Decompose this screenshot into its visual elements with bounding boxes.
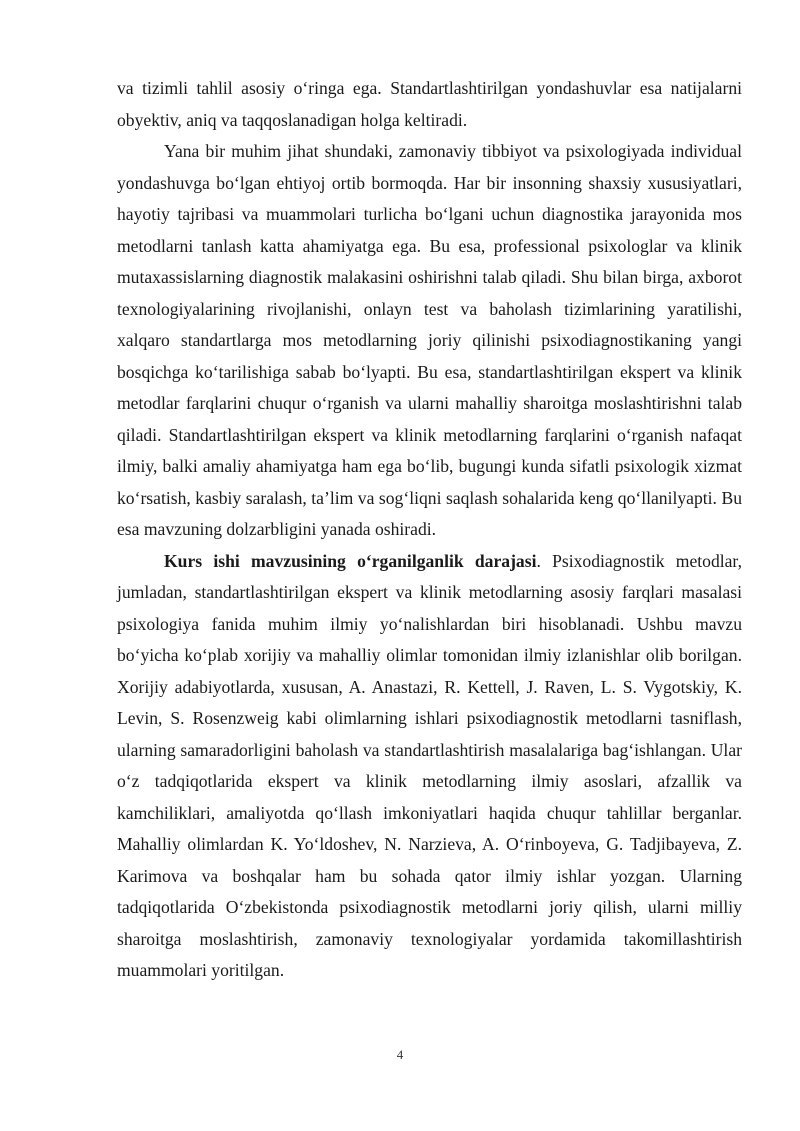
page-body	[117, 73, 742, 987]
page-number: 4	[396, 1047, 404, 1062]
paragraph-study-level	[117, 546, 742, 987]
paragraph-relevance: Yana bir muhim jihat shundaki, zamonaviy tibbiyot va psixologiyada individual yondashuvga bo‘lgan ehtiyoj ortib bormoqda. Har bir insonning shaxsiy xususiyatlari, hayotiy tajribasi va muammolari turlicha bo‘lgani uchun diagnostika jarayonida mos metodlarni tanlash katta ahamiyatga ega. Bu esa, professional psixologlar va klinik mutaxassislarning diagnostik malakasini oshirishni talab qiladi. Shu bilan birga, axborot texnologiyalarining rivojlanishi, onlayn test va baholash tizimlarining yaratilishi, xalqaro standartlarga mos metodlarning joriy qilinishi psixodiagnostikaning yangi bosqichga ko‘tarilishiga sabab bo‘lyapti. Bu esa, standartlashtirilgan ekspert va klinik metodlar farqlarini chuqur o‘rganish va ularni mahalliy sharoitga moslashtirishni talab qiladi. Standartlashtirilgan ekspert va klinik metodlarning farqlarini o‘rganish nafaqat ilmiy, balki amaliy ahamiyatga ham ega bo‘lib, bugungi kunda sifatli psixologik xizmat ko‘rsatish, kasbiy saralash, ta’lim va sog‘liqni saqlash sohalarida keng qo‘llanilyapti. Bu esa mavzuning dolzarbligini yanada oshiradi.	[117, 141, 742, 539]
section-heading-inline: Kurs ishi mavzusining o‘rganilganlik darajasi	[164, 550, 537, 571]
paragraph-study-level-body: . Psixodiagnostik metodlar, jumladan, standartlashtirilgan ekspert va klinik metodlarning asosiy farqlari masalasi psixologiya fanida muhim ilmiy yo‘nalishlardan biri hisoblanadi. Ushbu mavzu bo‘yicha ko‘plab xorijiy va mahalliy olimlar tomonidan ilmiy izlanishlar olib borilgan. Xorijiy adabiyotlarda, xususan, A. Anastazi, R. Kettell, J. Raven, L. S. Vygotskiy, K. Levin, S. Rosenzweig kabi olimlarning ishlari psixodiagnostik metodlarni tasniflash, ularning samaradorligini baholash va standartlashtirish masalalariga bag‘ishlangan. Ular o‘z tadqiqotlarida ekspert va klinik metodlarning ilmiy asoslari, afzallik va kamchiliklari, amaliyotda qo‘llash imkoniyatlari haqida chuqur tahlillar berganlar. Mahalliy olimlardan K. Yo‘ldoshev, N. Narzieva, A. O‘rinboyeva, G. Tadjibayeva, Z. Karimova va boshqalar ham bu sohada qator ilmiy ishlar yozgan. Ularning tadqiqotlarida O‘zbekistonda psixodiagnostik metodlarni joriy qilish, ularni milliy sharoitga moslashtirish, zamonaviy texnologiyalar yordamida takomillashtirish muammolari yoritilgan.	[117, 550, 742, 980]
paragraph-continuation: va tizimli tahlil asosiy o‘ringa ega. Standartlashtirilgan yondashuvlar esa natijalarni obyektiv, aniq va taqqoslanadigan holga keltiradi.	[117, 78, 742, 130]
